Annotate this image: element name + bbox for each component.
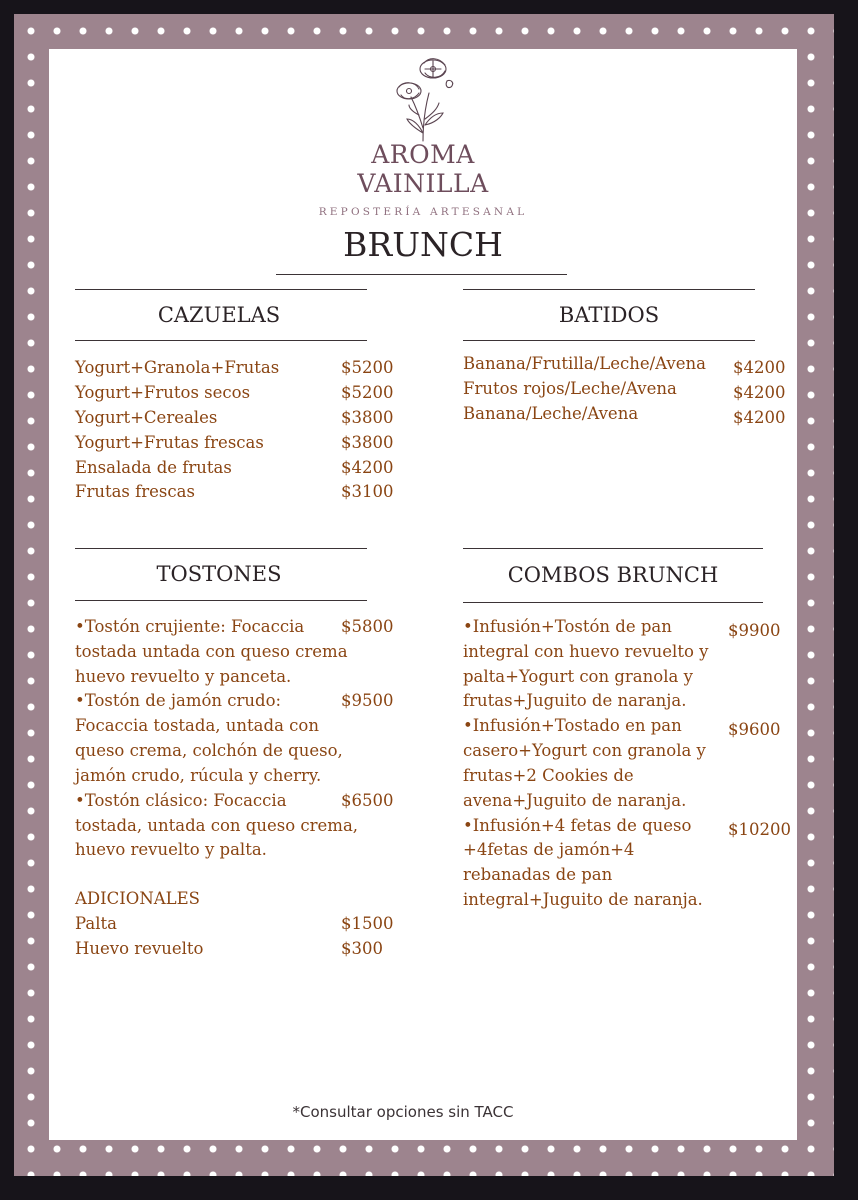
combo-price: $9600 — [728, 720, 781, 739]
brand-name-line1: AROMA — [371, 140, 475, 169]
cazuelas-item-price: $4200 — [341, 458, 394, 477]
batidos-item-price: $4200 — [733, 383, 786, 402]
batidos-item-price: $4200 — [733, 358, 786, 377]
tostones-rule-top — [75, 548, 367, 549]
toston-price: $6500 — [341, 791, 394, 810]
combo-description: rebanadas de pan — [463, 865, 613, 884]
combo-price: $10200 — [728, 820, 791, 839]
adicional-item-price: $300 — [341, 939, 383, 958]
title-underline — [276, 274, 567, 275]
combo-description: frutas+2 Cookies de — [463, 766, 634, 785]
cazuelas-item-name: Ensalada de frutas — [75, 458, 232, 477]
adicional-item-name: Palta — [75, 914, 117, 933]
toston-description: •Tostón de jamón crudo: — [75, 691, 282, 710]
section-title-batidos: BATIDOS — [558, 303, 660, 327]
combo-description: •Infusión+Tostado en pan — [463, 716, 682, 735]
tostones-rule-bottom — [75, 600, 367, 601]
cazuelas-rule-top — [75, 289, 367, 290]
combo-description: integral+Juguito de naranja. — [463, 890, 703, 909]
combo-price: $9900 — [728, 621, 781, 640]
combo-description: avena+Juguito de naranja. — [463, 791, 687, 810]
menu-page — [49, 49, 797, 1140]
toston-description: huevo revuelto y palta. — [75, 840, 267, 859]
combo-description: palta+Yogurt con granola y — [463, 667, 693, 686]
section-title-cazuelas: CAZUELAS — [157, 303, 281, 327]
toston-description: tostada untada con queso crema — [75, 642, 348, 661]
combo-description: casero+Yogurt con granola y — [463, 741, 706, 760]
toston-description: Focaccia tostada, untada con — [75, 716, 319, 735]
toston-description: tostada, untada con queso crema, — [75, 816, 359, 835]
cazuelas-item-name: Yogurt+Cereales — [75, 408, 218, 427]
cazuelas-item-name: Yogurt+Frutas frescas — [75, 433, 264, 452]
adicional-item-price: $1500 — [341, 914, 394, 933]
combo-description: frutas+Juguito de naranja. — [463, 691, 687, 710]
cazuelas-item-price: $5200 — [341, 358, 394, 377]
section-title-combos: COMBOS BRUNCH — [507, 563, 719, 587]
combo-description: +4fetas de jamón+4 — [463, 840, 635, 859]
batidos-rule-bottom — [463, 340, 755, 341]
toston-price: $9500 — [341, 691, 394, 710]
combos-rule-bottom — [463, 602, 763, 603]
batidos-item-name: Frutos rojos/Leche/Avena — [463, 379, 677, 398]
adicionales-title: ADICIONALES — [75, 889, 200, 908]
page-title: BRUNCH — [343, 225, 503, 264]
footer-note: *Consultar opciones sin TACC — [292, 1103, 514, 1121]
brand-tagline: REPOSTERÍA ARTESANAL — [318, 206, 528, 218]
combo-description: integral con huevo revuelto y — [463, 642, 709, 661]
cazuelas-item-price: $3800 — [341, 408, 394, 427]
toston-description: jamón crudo, rúcula y cherry. — [75, 766, 322, 785]
toston-description: huevo revuelto y panceta. — [75, 667, 292, 686]
brand-name-line2: VAINILLA — [357, 169, 489, 198]
batidos-rule-top — [463, 289, 755, 290]
cazuelas-item-price: $3100 — [341, 482, 394, 501]
cazuelas-item-price: $3800 — [341, 433, 394, 452]
cazuelas-item-name: Yogurt+Granola+Frutas — [75, 358, 280, 377]
toston-price: $5800 — [341, 617, 394, 636]
batidos-item-name: Banana/Frutilla/Leche/Avena — [463, 354, 706, 373]
batidos-item-price: $4200 — [733, 408, 786, 427]
cazuelas-item-price: $5200 — [341, 383, 394, 402]
flower-icon — [389, 53, 459, 143]
toston-description: queso crema, colchón de queso, — [75, 741, 343, 760]
adicional-item-name: Huevo revuelto — [75, 939, 204, 958]
combo-description: •Infusión+Tostón de pan — [463, 617, 672, 636]
cazuelas-rule-bottom — [75, 340, 367, 341]
toston-description: •Tostón crujiente: Focaccia — [75, 617, 305, 636]
combo-description: •Infusión+4 fetas de queso — [463, 816, 692, 835]
cazuelas-item-name: Frutas frescas — [75, 482, 195, 501]
batidos-item-name: Banana/Leche/Avena — [463, 404, 639, 423]
combos-rule-top — [463, 548, 763, 549]
cazuelas-item-name: Yogurt+Frutos secos — [75, 383, 251, 402]
section-title-tostones: TOSTONES — [156, 562, 282, 586]
toston-description: •Tostón clásico: Focaccia — [75, 791, 287, 810]
